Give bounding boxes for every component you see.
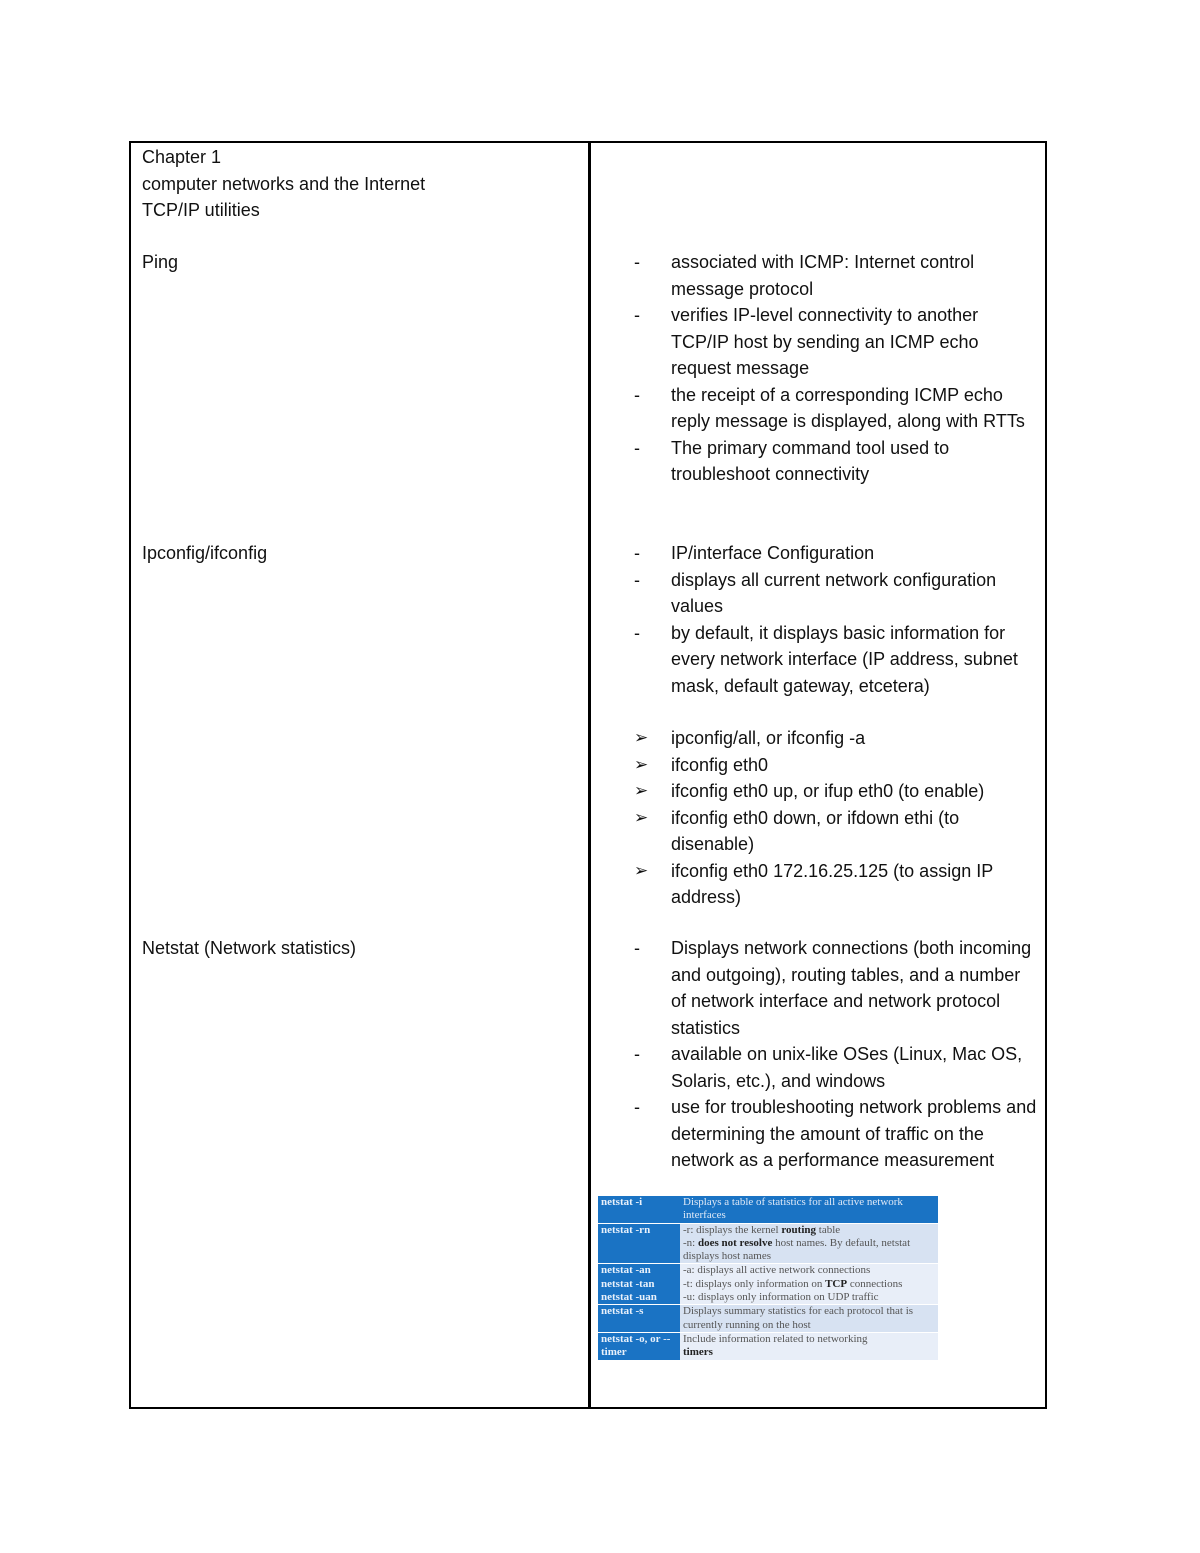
subject-title: computer networks and the Internet — [142, 173, 426, 194]
option-cell: netstat -i — [598, 1196, 680, 1223]
list-item: - IP/interface Configuration — [634, 540, 1039, 567]
list-item: - The primary command tool used to troubleshoot connectivity — [634, 435, 1039, 488]
dash-bullet: - — [634, 569, 640, 590]
dash-bullet: - — [634, 1044, 640, 1064]
option-cell: netstat -s — [598, 1305, 680, 1333]
list-item: - available on unix-like OSes (Linux, Mac OS, Solaris, etc.), and windows — [634, 1041, 1039, 1094]
topic-ping: Ping — [142, 252, 179, 272]
list-item: ➢ ifconfig eth0 up, or ifup eth0 (to enable) — [634, 778, 1039, 805]
list-item: - associated with ICMP: Internet control message protocol — [634, 249, 1039, 302]
list-item: - Displays network connections (both incoming and outgoing), routing tables, and a number of network interface and network protocol statistics — [634, 935, 1039, 1041]
netstat-options-table — [598, 1196, 938, 1361]
dash-bullet: - — [634, 938, 640, 958]
arrow-bullet-icon: ➢ — [634, 781, 649, 800]
table-row — [598, 1196, 938, 1223]
option-cell: netstat -o, or --timer — [598, 1332, 680, 1360]
dash-bullet: - — [634, 543, 640, 563]
section-title: TCP/IP utilities — [142, 200, 260, 220]
arrow-bullet-icon: ➢ — [634, 754, 649, 774]
dash-bullet: - — [634, 437, 640, 458]
description-cell: Displays summary statistics for each protocol that is currently running on the host — [680, 1305, 938, 1333]
list-item: - by default, it displays basic information for every network interface (IP address, subnet mask, default gateway, etcetera) — [634, 620, 1039, 700]
option-cell: netstat -an netstat -tan netstat -uan — [598, 1264, 680, 1305]
dash-bullet: - — [634, 384, 640, 405]
dash-bullet: - — [634, 252, 640, 272]
arrow-bullet-icon: ➢ — [634, 728, 649, 747]
topic-netstat: Netstat (Network statistics) — [142, 938, 357, 958]
description-cell: Displays a table of statistics for all active network interfaces — [680, 1196, 938, 1223]
table-row — [598, 1264, 938, 1305]
option-cell: netstat -rn — [598, 1223, 680, 1264]
dash-bullet: - — [634, 622, 640, 643]
arrow-bullet-icon: ➢ — [634, 807, 649, 827]
arrow-bullet-icon: ➢ — [634, 860, 649, 880]
list-item: ➢ ifconfig eth0 down, or ifdown ethi (to disenable) — [634, 805, 1039, 858]
dash-bullet: - — [634, 305, 640, 325]
table-row — [598, 1223, 938, 1264]
topic-ipconfig: Ipconfig/ifconfig — [142, 543, 268, 563]
description-cell: -a: displays all active network connections -t: displays only information on TCP connections -u: displays only information on UDP traffic — [680, 1264, 938, 1305]
header-block — [142, 144, 572, 224]
list-item: ➢ ipconfig/all, or ifconfig -a — [634, 725, 1039, 752]
table-row — [598, 1305, 938, 1333]
list-item: - the receipt of a corresponding ICMP echo reply message is displayed, along with RTTs — [634, 382, 1039, 435]
list-item: ➢ ifconfig eth0 172.16.25.125 (to assign IP address) — [634, 858, 1039, 911]
list-item: - displays all current network configuration values — [634, 567, 1039, 620]
ipconfig-points — [634, 540, 1039, 699]
dash-bullet: - — [634, 1097, 640, 1117]
ping-points — [634, 249, 1039, 488]
list-item: - use for troubleshooting network problems and determining the amount of traffic on the network as a performance measurement — [634, 1094, 1039, 1174]
table-row — [598, 1332, 938, 1360]
description-cell: Include information related to networking timers — [680, 1332, 938, 1360]
list-item: ➢ ifconfig eth0 — [634, 752, 1039, 779]
ipconfig-commands — [634, 725, 1039, 911]
description-cell: -r: displays the kernel routing table -n: does not resolve host names. By default, netstat displays host names — [680, 1223, 938, 1264]
column-divider — [588, 141, 591, 1409]
netstat-points — [634, 935, 1039, 1174]
list-item: - verifies IP-level connectivity to another TCP/IP host by sending an ICMP echo request message — [634, 302, 1039, 382]
chapter-title: Chapter 1 — [142, 147, 222, 167]
